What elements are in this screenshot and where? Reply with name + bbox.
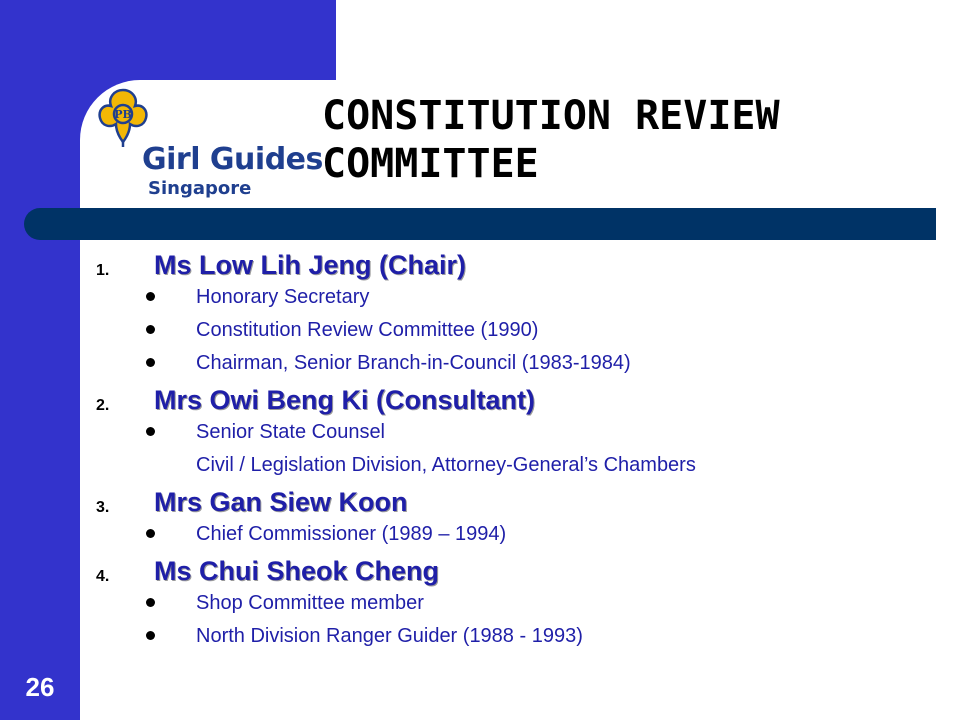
member-heading bbox=[96, 556, 936, 592]
bullet-icon bbox=[146, 292, 155, 301]
bullet-icon bbox=[146, 598, 155, 607]
detail-text: Chief Commissioner (1989 – 1994) bbox=[196, 523, 507, 545]
logo-country: Singapore bbox=[148, 178, 252, 199]
member-number: 3. bbox=[96, 499, 110, 516]
title-underline-bar bbox=[24, 208, 936, 240]
member-detail bbox=[96, 352, 936, 385]
member-name: Mrs Gan Siew Koon bbox=[154, 487, 408, 517]
detail-text: Civil / Legislation Division, Attorney-General’s Chambers bbox=[196, 454, 696, 476]
member-name: Ms Low Lih Jeng (Chair) bbox=[154, 250, 467, 280]
member-detail bbox=[96, 625, 936, 658]
list-item bbox=[96, 556, 936, 658]
member-list bbox=[96, 250, 936, 658]
member-detail bbox=[96, 523, 936, 556]
page-number: 26 bbox=[25, 672, 55, 702]
logo-name: Girl Guides bbox=[142, 142, 323, 177]
bullet-icon bbox=[146, 325, 155, 334]
list-item bbox=[96, 385, 936, 487]
trefoil-emblem-icon bbox=[96, 86, 150, 148]
member-detail bbox=[96, 421, 936, 454]
member-heading bbox=[96, 250, 936, 286]
svg-text:PB: PB bbox=[114, 108, 132, 121]
girl-guides-logo bbox=[92, 86, 323, 206]
list-item bbox=[96, 250, 936, 385]
detail-text: Shop Committee member bbox=[196, 592, 424, 614]
page-title bbox=[322, 92, 922, 188]
member-detail bbox=[96, 319, 936, 352]
detail-text: Senior State Counsel bbox=[196, 421, 386, 443]
detail-text: Chairman, Senior Branch-in-Council (1983-1984) bbox=[196, 352, 631, 374]
member-number: 1. bbox=[96, 262, 110, 279]
detail-text: Constitution Review Committee (1990) bbox=[196, 319, 539, 341]
member-heading bbox=[96, 385, 936, 421]
member-detail-continued bbox=[96, 454, 936, 487]
member-number: 2. bbox=[96, 397, 110, 414]
title-line-1: CONSTITUTION REVIEW bbox=[322, 93, 780, 139]
bullet-icon bbox=[146, 529, 155, 538]
detail-text: North Division Ranger Guider (1988 - 1993) bbox=[196, 625, 583, 647]
bullet-icon bbox=[146, 427, 155, 436]
member-detail bbox=[96, 592, 936, 625]
member-name: Ms Chui Sheok Cheng bbox=[154, 556, 440, 586]
member-heading bbox=[96, 487, 936, 523]
bullet-icon bbox=[146, 358, 155, 367]
member-number: 4. bbox=[96, 568, 110, 585]
bullet-icon bbox=[146, 631, 155, 640]
detail-text: Honorary Secretary bbox=[196, 286, 370, 308]
title-line-2: COMMITTEE bbox=[322, 141, 539, 187]
list-item bbox=[96, 487, 936, 556]
left-accent-band bbox=[0, 0, 80, 720]
member-name: Mrs Owi Beng Ki (Consultant) bbox=[154, 385, 535, 415]
top-accent-band bbox=[0, 0, 336, 80]
member-detail bbox=[96, 286, 936, 319]
